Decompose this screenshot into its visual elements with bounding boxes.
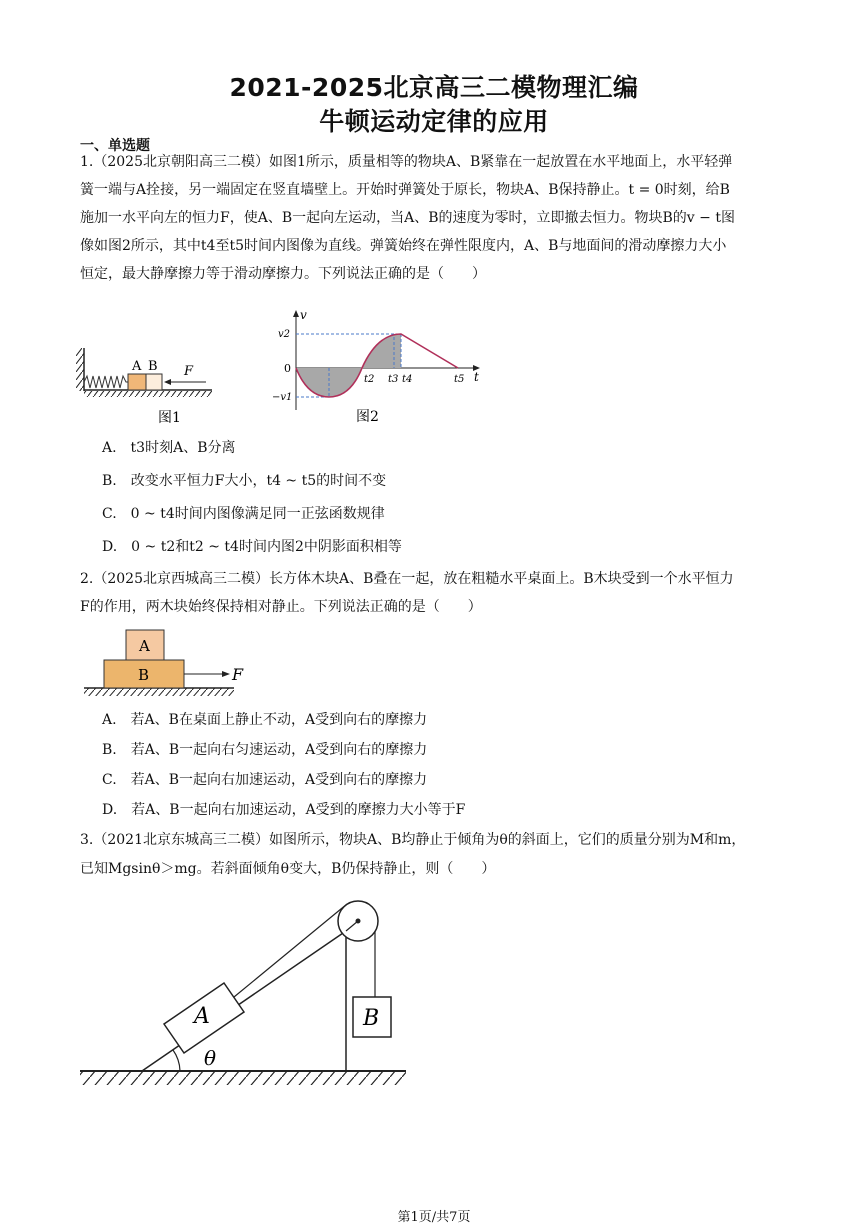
caption-fig2: 图2 — [356, 409, 379, 425]
caption-fig1: 图1 — [158, 410, 181, 426]
axis-label-t: t — [474, 370, 479, 384]
q1-line-3: 施加一水平向左的恒力F，使A、B一起向左运动，当A、B的速度为零时，立即撤去恒力。物块B的v − t图 — [80, 210, 735, 226]
tick-t2: t2 — [364, 374, 375, 385]
label-b: B — [138, 666, 150, 684]
q2-option-c: C. 若A、B一起向右加速运动，A受到向右的摩擦力 — [102, 772, 428, 788]
tick-t3: t3 — [388, 374, 399, 385]
q1-figure-2 — [268, 308, 486, 428]
q2-option-d: D. 若A、B一起向右加速运动，A受到的摩擦力大小等于F — [102, 802, 466, 818]
label-b: B — [148, 359, 158, 374]
q2-figure — [80, 626, 260, 702]
label-b: B — [363, 1006, 380, 1031]
page-title: 2021-2025北京高三二模物理汇编 — [229, 73, 639, 102]
q1-line-5: 恒定，最大静摩擦力等于滑动摩擦力。下列说法正确的是（ ） — [80, 266, 486, 282]
tick-zero: 0 — [284, 362, 291, 375]
tick-t5: t5 — [454, 374, 465, 385]
axis-label-v: v — [300, 308, 307, 322]
tick-neg-v1: −v1 — [272, 392, 293, 403]
label-a: A — [139, 637, 150, 655]
spring — [84, 376, 128, 388]
label-force: F — [184, 364, 194, 379]
q1-line-2: 簧一端与A拴接，另一端固定在竖直墙壁上。开始时弹簧处于原长，物块A、B保持静止。t = 0时刻，给B — [80, 182, 730, 198]
q1-figure-1 — [76, 340, 218, 426]
incline-surface — [142, 931, 346, 1071]
label-force: F — [232, 665, 244, 684]
q1-option-c: C. 0 ~ t4时间内图像满足同一正弦函数规律 — [102, 506, 385, 522]
label-a: A — [194, 1004, 210, 1029]
q2-line-2: F的作用，两木块始终保持相对静止。下列说法正确的是（ ） — [80, 599, 482, 615]
q1-line-4: 像如图2所示，其中t4至t5时间内图像为直线。弹簧始终在弹性限度内，A、B与地面间的滑动摩擦力大小 — [80, 238, 727, 254]
block-a — [128, 374, 146, 390]
q2-option-a: A. 若A、B在桌面上静止不动，A受到向右的摩擦力 — [102, 712, 428, 728]
q1-option-b: B. 改变水平恒力F大小，t4 ~ t5的时间不变 — [102, 473, 387, 489]
page-subtitle: 牛顿运动定律的应用 — [319, 107, 549, 136]
section-heading: 一、单选题 — [80, 138, 150, 154]
label-a: A — [132, 359, 142, 374]
page-footer: 第1页/共7页 — [397, 1210, 471, 1225]
label-theta: θ — [204, 1046, 217, 1070]
q2-option-b: B. 若A、B一起向右匀速运动，A受到向右的摩擦力 — [102, 742, 428, 758]
shaded-area-1 — [296, 368, 362, 397]
q1-option-a: A. t3时刻A、B分离 — [102, 440, 236, 456]
q3-figure — [78, 895, 410, 1095]
tick-v2: v2 — [278, 329, 291, 340]
q2-line-1: 2.（2025北京西城高三二模）长方体木块A、B叠在一起，放在粗糙水平桌面上。B木块受到一个水平恒力 — [80, 571, 734, 587]
q1-option-d: D. 0 ~ t2和t2 ~ t4时间内图2中阴影面积相等 — [102, 539, 402, 555]
block-b — [146, 374, 162, 390]
q1-line-1: 1.（2025北京朝阳高三二模）如图1所示，质量相等的物块A、B紧靠在一起放置在水平地面上，水平轻弹 — [80, 154, 733, 170]
shaded-area-2 — [362, 334, 401, 368]
q3-line-1: 3.（2021北京东城高三二模）如图所示，物块A、B均静止于倾角为θ的斜面上，它们的质量分别为M和m， — [80, 832, 746, 848]
tick-t4: t4 — [402, 374, 413, 385]
q3-line-2: 已知Mgsinθ＞mg。若斜面倾角θ变大，B仍保持静止，则（ ） — [80, 861, 496, 877]
